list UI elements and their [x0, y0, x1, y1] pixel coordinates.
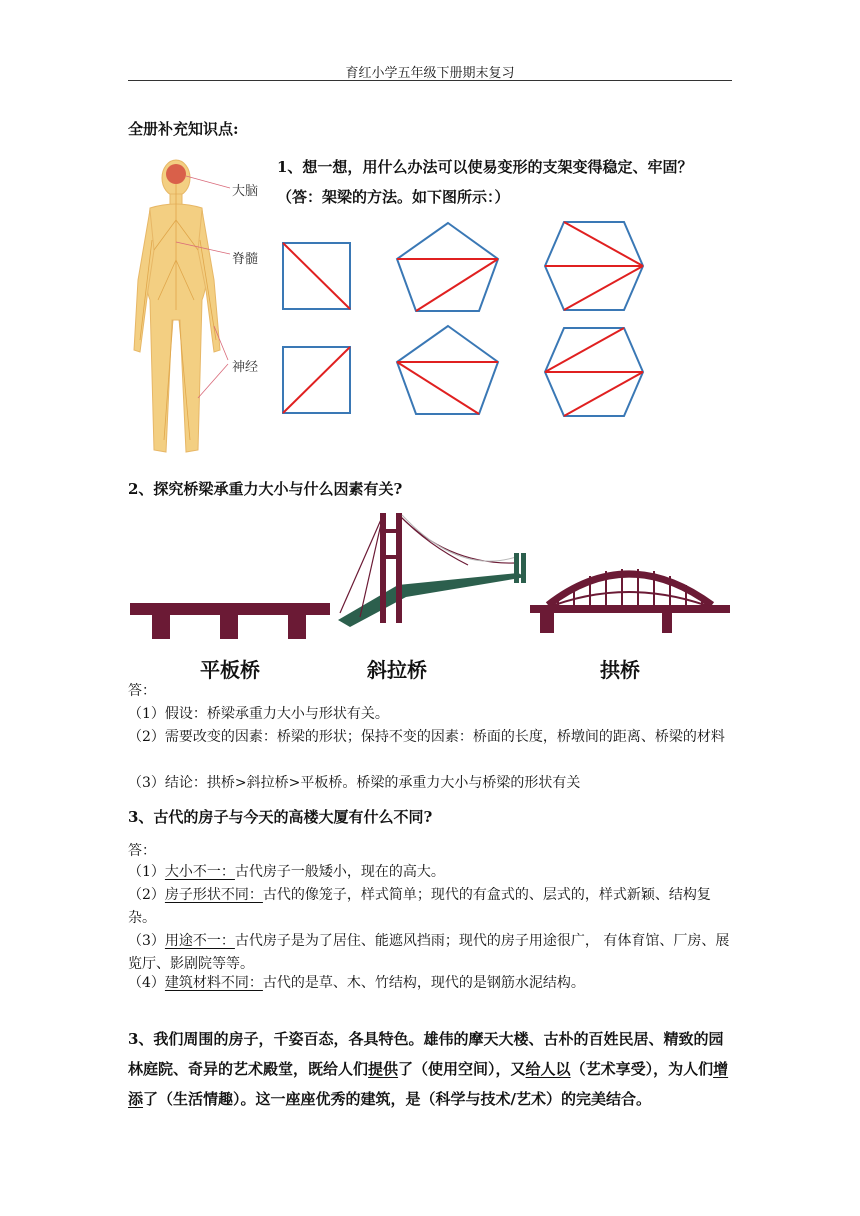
brace-square-bottom: [283, 347, 350, 413]
closing-underline-1: 提供: [368, 1060, 399, 1078]
nerve-label: 神经: [232, 360, 259, 375]
closing-seg-4: 了（生活情趣）。这一座座优秀的建筑，是（科学与技术/艺术）的完美结合。: [143, 1090, 651, 1108]
arch-bridge-label: 拱桥: [600, 658, 640, 682]
closing-seg-2: 了（使用空间），又: [398, 1060, 526, 1078]
q3-item-4-num: （4）: [128, 975, 165, 991]
q3-item-1-num: （1）: [128, 864, 165, 880]
header-rule: [128, 80, 732, 81]
q3-item-3: [128, 930, 732, 976]
q3-item-2-num: （2）: [128, 887, 165, 903]
q3-item-4-key: 建筑材料不同：: [164, 975, 263, 991]
cable-stayed-bridge-drawing: [338, 513, 526, 627]
flat-bridge-label: 平板桥: [200, 658, 260, 682]
closing-paragraph: [128, 1024, 732, 1114]
brace-square-top: [283, 243, 350, 309]
q2-answer-label: 答：: [128, 683, 156, 699]
q3-item-4: [128, 972, 732, 995]
closing-seg-1: 3、我们周围的房子，千姿百态，各具特色。雄伟的摩天大楼、古朴的百姓民居、精致的园林庭院、奇异的艺术殿堂，既给人们: [128, 1030, 724, 1078]
q3-item-1-key: 大小不一：: [164, 864, 235, 880]
closing-seg-3: （艺术享受），为人们: [570, 1060, 714, 1078]
flat-bridge-drawing: [130, 603, 330, 639]
q2-answer-1: （1）假设：桥梁承重力大小与形状有关。: [128, 706, 389, 722]
pentagon-frame-top: [397, 223, 498, 311]
q3-item-3-num: （3）: [128, 933, 165, 949]
q3-item-1: [128, 861, 732, 884]
page-header: 育红小学五年级下册期末复习: [345, 66, 515, 81]
brain-label: 大脑: [232, 184, 259, 199]
q3-item-2-key: 房子形状不同：: [164, 887, 263, 903]
cable-stayed-bridge-label: 斜拉桥: [367, 658, 427, 682]
question-1-text: 1、想一想，用什么办法可以使易变形的支架变得稳定、牢固？（答：架梁的方法。如下图所示：）: [277, 158, 693, 206]
closing-underline-3: 增添: [128, 1060, 729, 1108]
arch-bridge-drawing: [544, 569, 716, 609]
brace-pentagon-top-b: [416, 259, 498, 311]
brace-hexagon-bottom-c: [564, 372, 643, 416]
brace-pentagon-bottom-a: [397, 362, 479, 414]
q3-item-3-text: 古代房子是为了居住、能遮风挡雨；现代的房子用途很广， 有体育馆、厂房、展览厅、影剧院等等。: [128, 933, 730, 972]
brace-hexagon-top-a: [564, 222, 643, 266]
q2-answer-3: （3）结论：拱桥>斜拉桥>平板桥。桥梁的承重力大小与桥梁的形状有关: [128, 775, 581, 791]
q3-item-2: [128, 884, 732, 930]
question-2-title: 2、探究桥梁承重力大小与什么因素有关?: [128, 480, 403, 498]
q2-answer-2: （2）需要改变的因素：桥梁的形状；保持不变的因素：桥面的长度，桥墩间的距离、桥梁的材料: [128, 729, 725, 745]
q3-item-2-text: 古代的像笼子，样式简单；现代的有盒式的、层式的，样式新颖、结构复杂。: [128, 887, 711, 926]
pentagon-frame-bottom: [397, 326, 498, 414]
brace-hexagon-top-c: [564, 266, 643, 310]
q3-item-4-text: 古代的是草、木、竹结构，现代的是钢筋水泥结构。: [262, 975, 585, 991]
question-3-title: 3、古代的房子与今天的高楼大厦有什么不同?: [128, 808, 433, 826]
closing-underline-2: 给人以: [525, 1060, 571, 1078]
q3-item-3-key: 用途不一：: [164, 933, 235, 949]
spine-label: 脊髓: [232, 252, 259, 267]
brain-mark: [166, 164, 186, 184]
brace-frames-figure: [276, 218, 656, 424]
brace-hexagon-bottom-a: [545, 328, 624, 372]
q3-answer-label: 答：: [128, 843, 156, 859]
section-title: 全册补充知识点:: [128, 120, 239, 138]
q3-item-1-text: 古代房子一般矮小，现在的高大。: [234, 864, 445, 880]
bridges-figure: [128, 505, 732, 640]
